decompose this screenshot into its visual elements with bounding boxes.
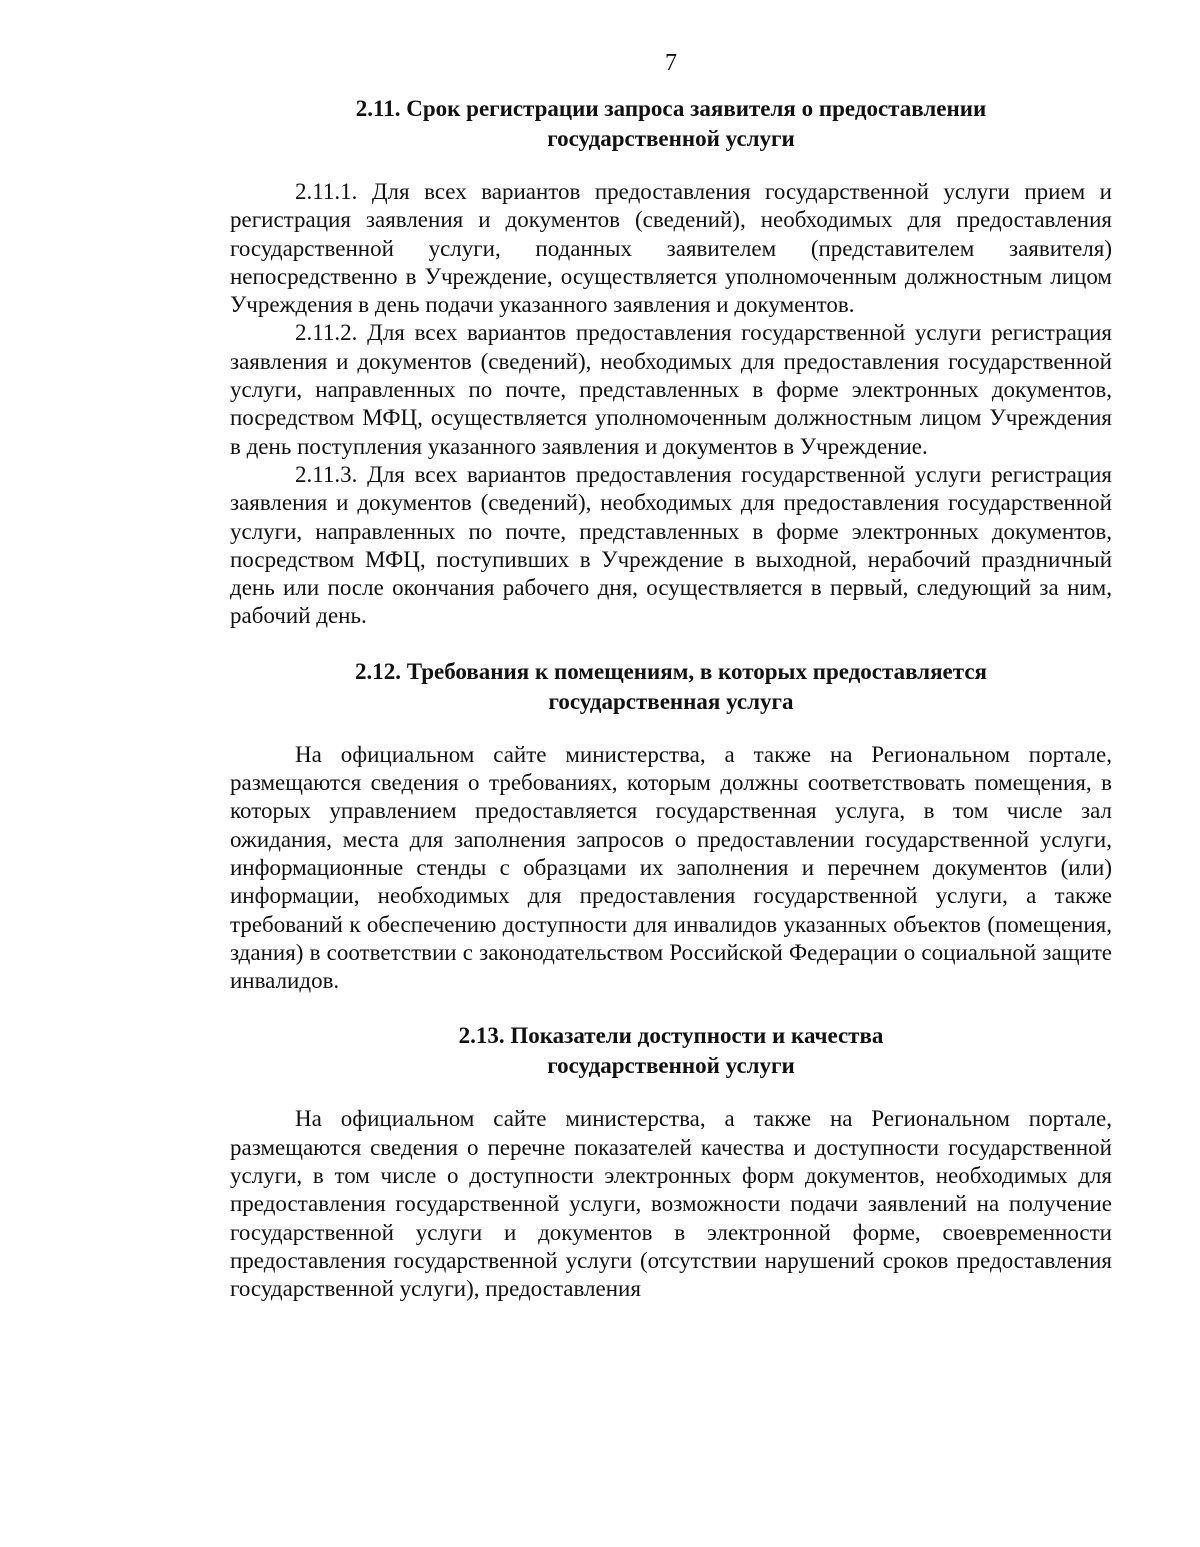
section-heading [230,94,1112,154]
section-2-13 [230,1021,1112,1303]
section-2-11 [230,94,1112,631]
paragraph-2-11-1: 2.11.1. Для всех вариантов предоставления государственной услуги прием и регистрация заявления и документов (сведений), необходимых для предоставления государственной услуги, поданных заявителем (представителем заявителя) непосредственно в Учреждение, осуществляется уполномоченным должностным лицом Учреждения в день подачи указанного заявления и документов. [230,179,1112,318]
page-number: 7 [665,50,677,76]
paragraph-2-13: На официальном сайте министерства, а также на Региональном портале, размещаются сведения о перечне показателей качества и доступности государственной услуги, в том числе о доступности электронных форм документов, необходимых для предоставления государственной услуги, возможности подачи заявлений на получение государственной услуги и документов в электронной форме, своевременности предоставления государственной услуги (отсутствии нарушений сроков предоставления государственной услуги), предоставления [230,1106,1112,1302]
document-page [230,48,1112,1330]
section-heading-line: 2.13. Показатели доступности и качества [458,1023,884,1049]
paragraph-2-12: На официальном сайте министерства, а также на Региональном портале, размещаются сведения о требованиях, которым должны соответствовать помещения, в которых управлением предоставляется государственная услуга, в том числе зал ожидания, места для заполнения запросов о предоставлении государственной услуги, информационные стенды с образцами их заполнения и перечнем документов (или) информации, необходимых для предоставления государственной услуги, а также требований к обеспечению доступности для инвалидов указанных объектов (помещения, здания) в соответствии с законодательством Российской Федерации о социальной защите инвалидов. [230,741,1112,994]
section-heading-line: государственная услуга [548,688,794,714]
section-heading [230,1021,1112,1081]
section-heading-line: 2.11. Срок регистрации запроса заявителя о предоставлении [355,96,987,121]
section-2-12 [230,657,1112,996]
section-heading-line: государственной услуги [547,1053,795,1079]
paragraph-2-11-2: 2.11.2. Для всех вариантов предоставления государственной услуги регистрация заявления и документов (сведений), необходимых для предоставления государственной услуги, направленных по почте, представленных в форме электронных документов, посредством МФЦ, осуществляется уполномоченным должностным лицом Учреждения в день поступления указанного заявления и документов в Учреждение. [230,320,1112,459]
section-heading [230,657,1112,717]
section-heading-line: 2.12. Требования к помещениям, в которых предоставляется [355,658,987,684]
paragraph-2-11-3: 2.11.3. Для всех вариантов предоставления государственной услуги регистрация заявления и документов (сведений), необходимых для предоставления государственной услуги, направленных по почте, представленных в форме электронных документов, посредством МФЦ, поступивших в Учреждение в выходной, нерабочий праздничный день или после окончания рабочего дня, осуществляется в первый, следующий за ним, рабочий день. [230,461,1112,629]
section-heading-line: государственной услуги [547,126,795,151]
